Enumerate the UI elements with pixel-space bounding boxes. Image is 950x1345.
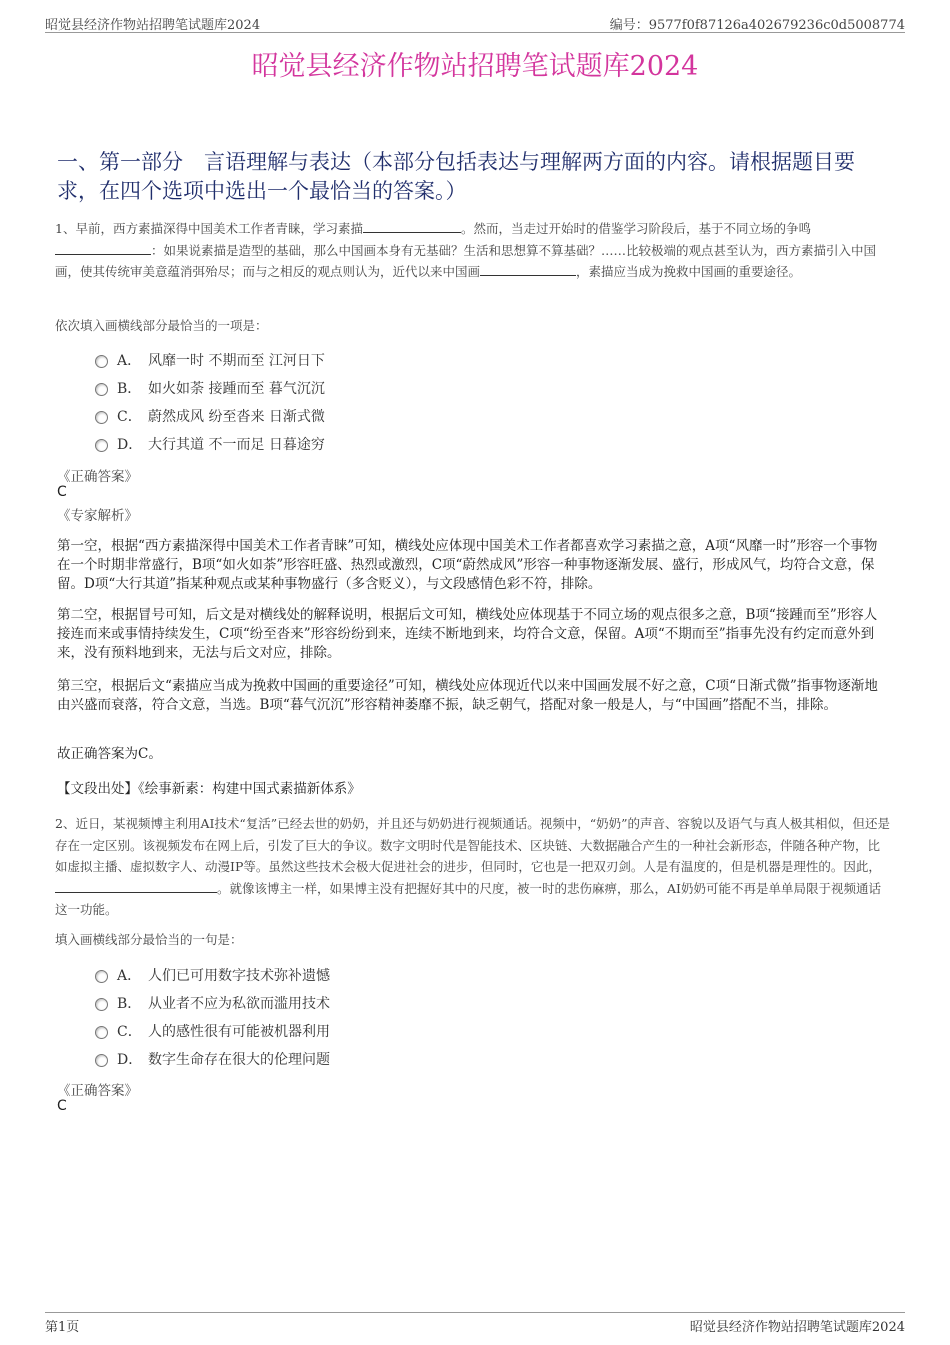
analysis-conclusion: 故正确答案为C。	[57, 746, 162, 762]
answer-value: C	[57, 1098, 67, 1114]
blank-1	[363, 220, 461, 233]
question-1-stem: 1、早前，西方素描深得中国美术工作者青睐，学习素描 。然而，当走过开始时的借鉴学习阶段后，基于不同立场的争鸣：如果说素描是造型的基础，那么中国画本身有无基础？生活和思想算不算基础？……比较极端的观点甚至认为，西方素描引入中国画，使其传统审美意蕴消弭殆尽；而与之相反的观点则认为，近代以来中国画 ，素描应当成为挽救中国画的重要途径。	[55, 221, 877, 279]
blank-2	[55, 242, 151, 255]
analysis-paragraph-3: 第三空，根据后文“素描应当成为挽救中国画的重要途径”可知，横线处应体现近代以来中国画发展不好之意，C项“日渐式微”指事物逐渐地由兴盛而衰落，符合文意，当选。B项“暮气沉沉”形容精神萎靡不振，缺乏朝气，搭配对象一般是人，与“中国画”搭配不当，排除。	[57, 678, 878, 713]
analysis-paragraph-2: 第二空，根据冒号可知，后文是对横线处的解释说明，根据后文可知，横线处应体现基于不同立场的观点很多之意，B项“接踵而至”形容人接连而来或事情持续发生，C项“纷至沓来”形容纷纷到来，连续不断地到来，均符合文意，保留。A项“不期而至”指事先没有约定而意外到来，没有预料地到来，无法与后文对应，排除。	[57, 607, 878, 661]
radio-button[interactable]	[95, 355, 108, 368]
radio-button[interactable]	[95, 998, 108, 1011]
radio-button[interactable]	[95, 1026, 108, 1039]
header-doc-id: 编号：9577f0f87126a402679236c0d5008774	[609, 18, 905, 33]
header-title: 昭觉县经济作物站招聘笔试题库2024	[45, 18, 261, 33]
answer-label: 《正确答案》	[57, 1083, 138, 1099]
question-1-prompt: 依次填入画横线部分最恰当的一项是：	[55, 318, 268, 333]
analysis-paragraph-1: 第一空，根据“西方素描深得中国美术工作者青睐”可知，横线处应体现中国美术工作者都喜欢学习素描之意，A项“风靡一时”形容一个事物在一个时期非常盛行，B项“如火如荼”形容旺盛、热烈或激烈，C项“蔚然成风”形容一种事物逐渐发展、盛行，形成风气，均符合文意，保留。D项“大行其道”指某种观点或某种事物盛行（多含贬义），与文段感情色彩不符，排除。	[57, 538, 878, 592]
answer-value: C	[57, 484, 67, 500]
radio-button[interactable]	[95, 970, 108, 983]
question-2-stem: 2、近日，某视频博主利用AI技术“复活”已经去世的奶奶，并且还与奶奶进行视频通话。视频中，“奶奶”的声音、容貌以及语气与真人极其相似，但还是存在一定区别。该视频发布在网上后，引发了巨大的争议。数字文明时代是智能技术、区块链、大数据融合产生的一种社会新形态，伴随各种产物，比如虚拟主播、虚拟数字人、动漫IP等。虽然这些技术会极大促进社会的进步，但同时，它也是一把双刃剑。人是有温度的，但是机器是理性的。因此，。就像该博主一样，如果博主没有把握好其中的尺度，被一时的悲伤麻痹，那么，AI奶奶可能不再是单单局限于视频通话这一功能。	[55, 816, 890, 917]
blank-3	[480, 263, 576, 276]
answer-label: 《正确答案》	[57, 469, 138, 485]
section-heading: 一、第一部分 言语理解与表达（本部分包括表达与理解两方面的内容。请根据题目要求，在四个选项中选出一个最恰当的答案。）	[57, 150, 855, 203]
page-number: 第1页	[45, 1320, 80, 1335]
radio-button[interactable]	[95, 411, 108, 424]
source-citation: 【文段出处】《绘事新素：构建中国式素描新体系》	[57, 781, 361, 797]
blank-1	[55, 880, 217, 893]
analysis-label: 《专家解析》	[57, 508, 138, 524]
page-footer	[45, 1312, 905, 1336]
radio-button[interactable]	[95, 383, 108, 396]
question-2-prompt: 填入画横线部分最恰当的一句是：	[55, 932, 243, 947]
footer-title: 昭觉县经济作物站招聘笔试题库2024	[689, 1320, 905, 1335]
page-title: 昭觉县经济作物站招聘笔试题库2024	[251, 51, 699, 82]
radio-button[interactable]	[95, 1054, 108, 1067]
radio-button[interactable]	[95, 439, 108, 452]
page-header	[45, 14, 905, 33]
